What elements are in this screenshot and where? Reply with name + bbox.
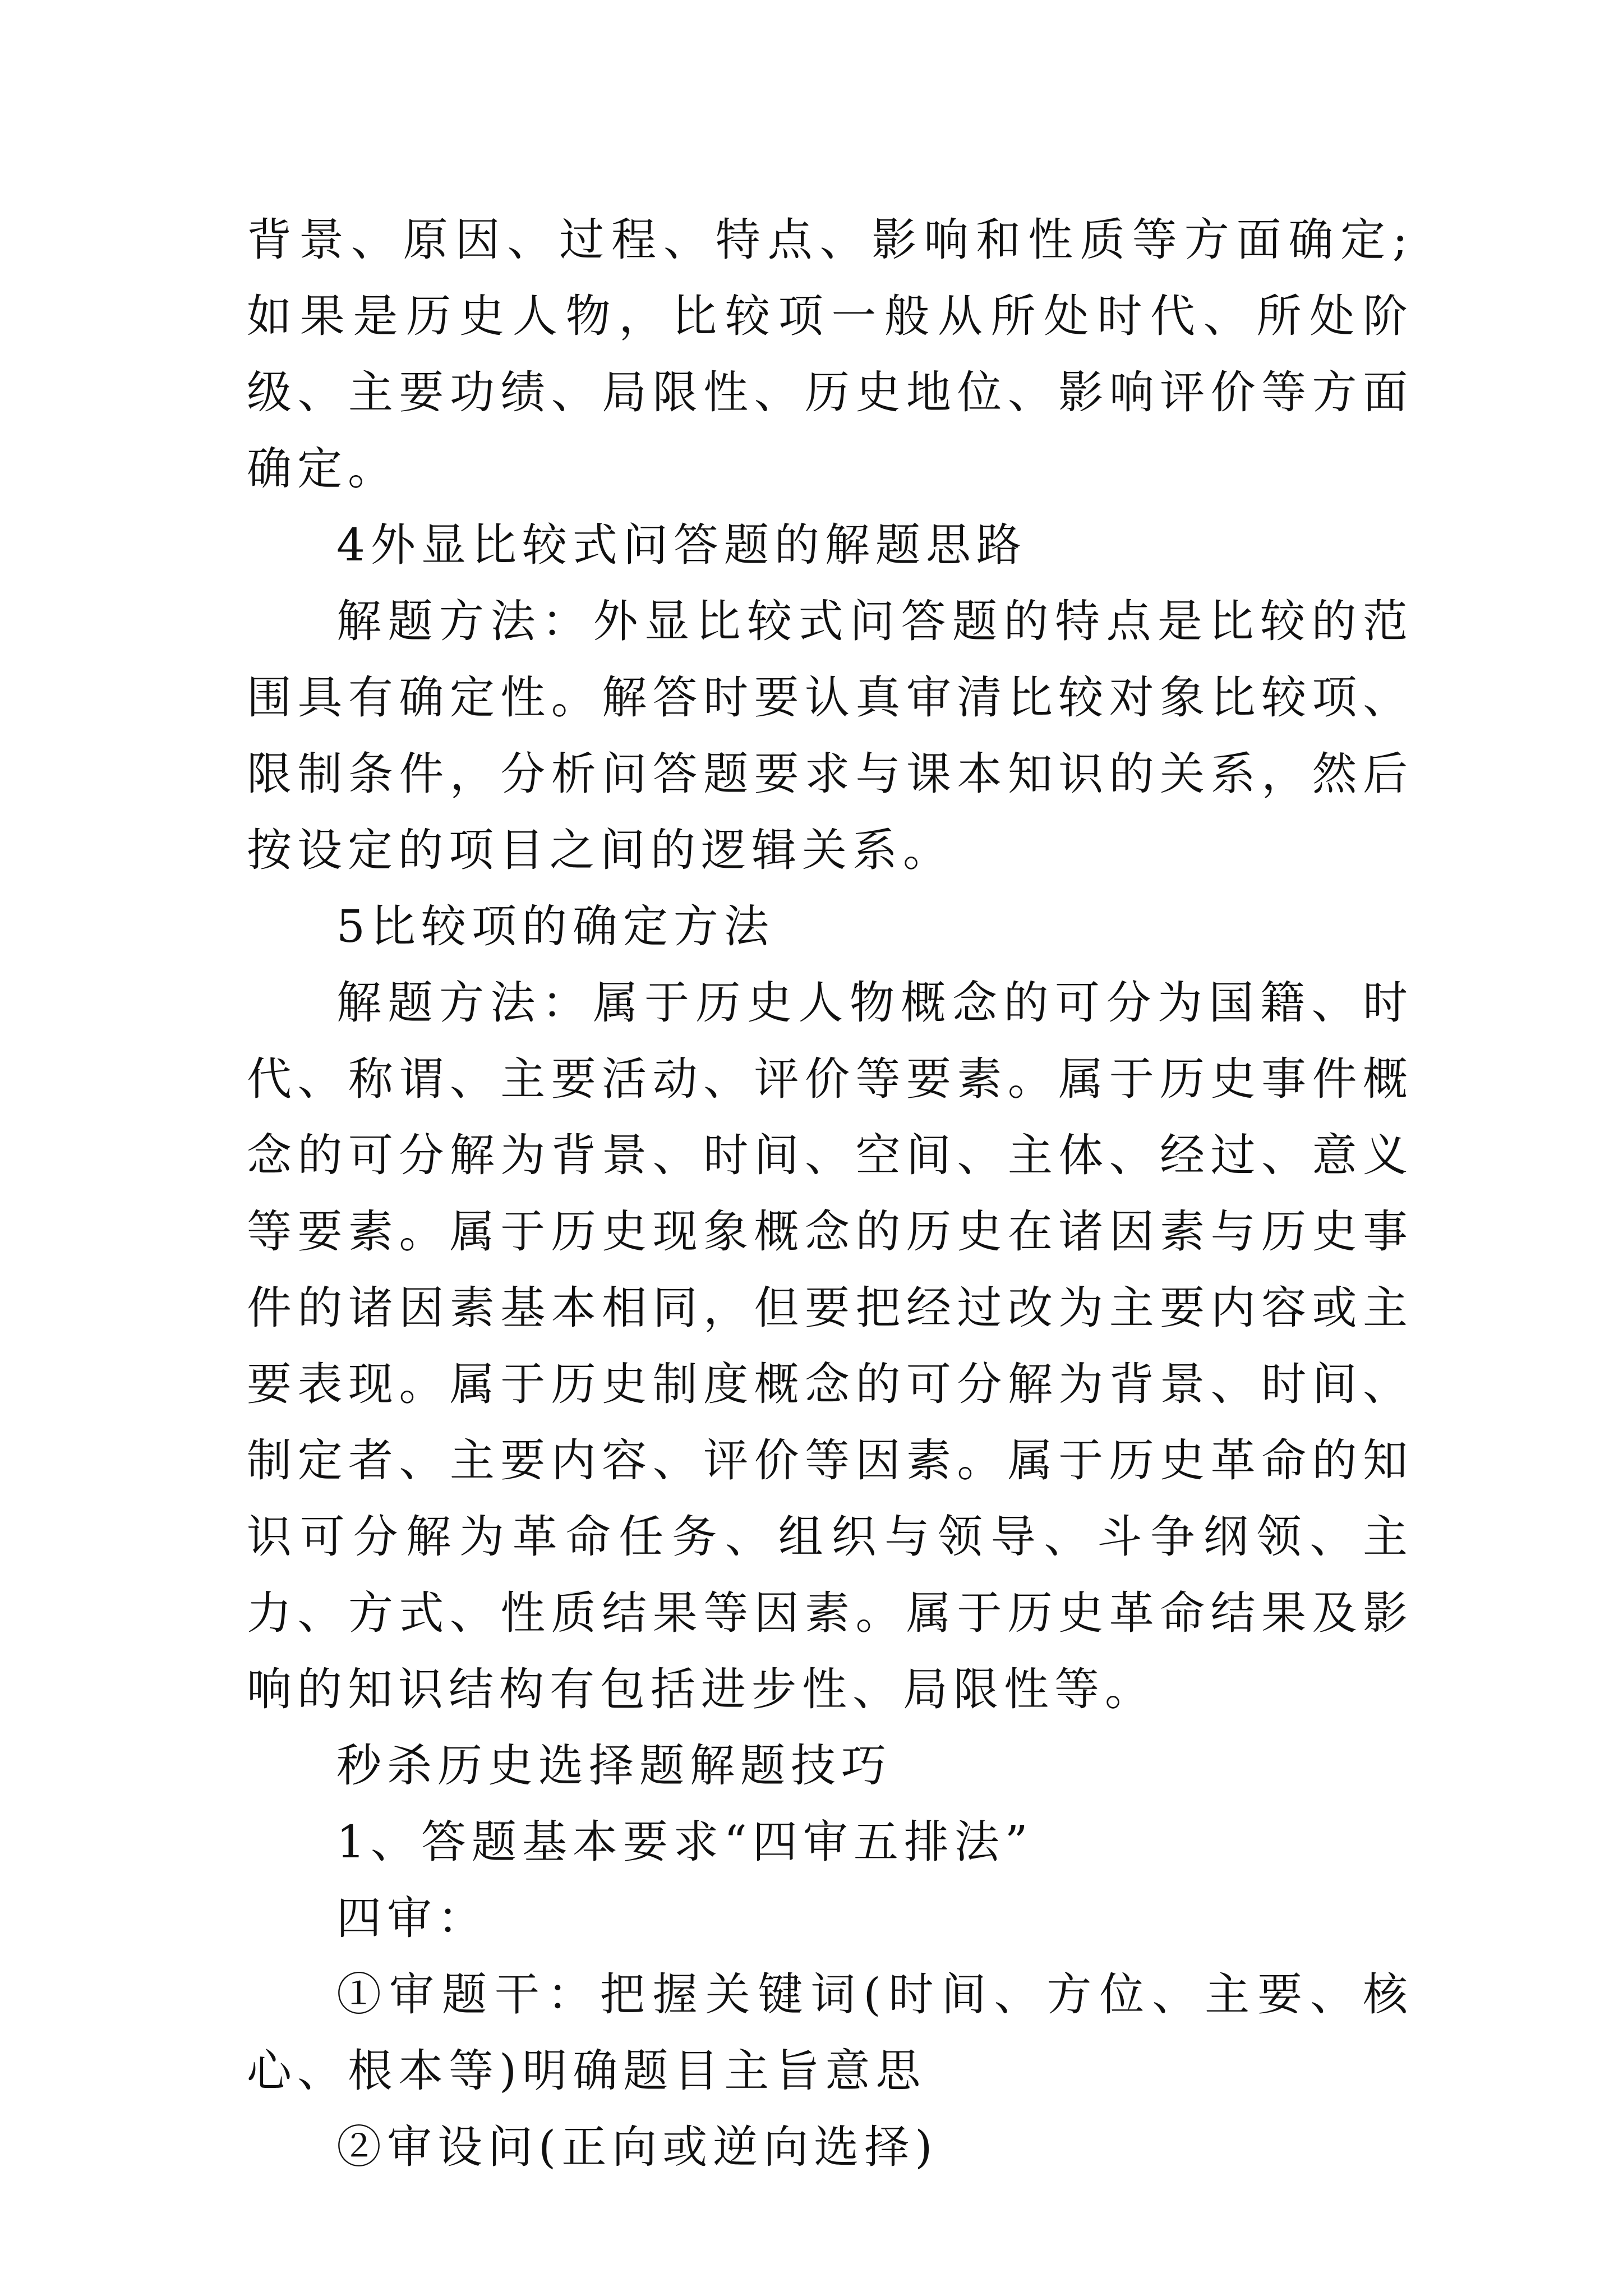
item-1-heading: 1、答题基本要求“四审五排法” — [336, 1816, 1034, 1868]
heading-5: 5比较项的确定方法 — [336, 900, 774, 953]
four-review-label: 四审： — [336, 1892, 488, 1944]
review-item-2: ②审设问(正向或逆向选择) — [336, 2121, 938, 2173]
heading-4: 4外显比较式问答题的解题思路 — [336, 519, 1027, 571]
paragraph-method-4: 解题方法：外显比较式问答题的特点是比较的范围具有确定性。解答时要认真审清比较对象比较项、限制条件，分析问答题要求与课本知识的关系，然后按设定的项目之间的逻辑关系。 — [247, 595, 1413, 876]
paragraph-continuation: 背景、原因、过程、特点、影响和性质等方面确定;如果是历史人物，比较项一般从所处时代、所处阶级、主要功绩、局限性、历史地位、影响评价等方面确定。 — [247, 214, 1413, 495]
paragraph-method-5: 解题方法：属于历史人物概念的可分为国籍、时代、称谓、主要活动、评价等要素。属于历史事件概念的可分解为背景、时间、空间、主体、经过、意义等要素。属于历史现象概念的历史在诸因素与历史事件的诸因素基本相同，但要把经过改为主要内容或主要表现。属于历史制度概念的可分解为背景、时间、制定者、主要内容、评价等因素。属于历史革命的知识可分解为革命任务、组织与领导、斗争纲领、主力、方式、性质结果等因素。属于历史革命结果及影响的知识结构有包括进步性、局限性等。 — [247, 977, 1413, 1715]
section-title: 秒杀历史选择题解题技巧 — [336, 1740, 892, 1792]
review-item-1: ①审题干：把握关键词(时间、方位、主要、核心、根本等)明确题目主旨意思 — [247, 1968, 1413, 2097]
document-body — [247, 202, 1413, 2185]
